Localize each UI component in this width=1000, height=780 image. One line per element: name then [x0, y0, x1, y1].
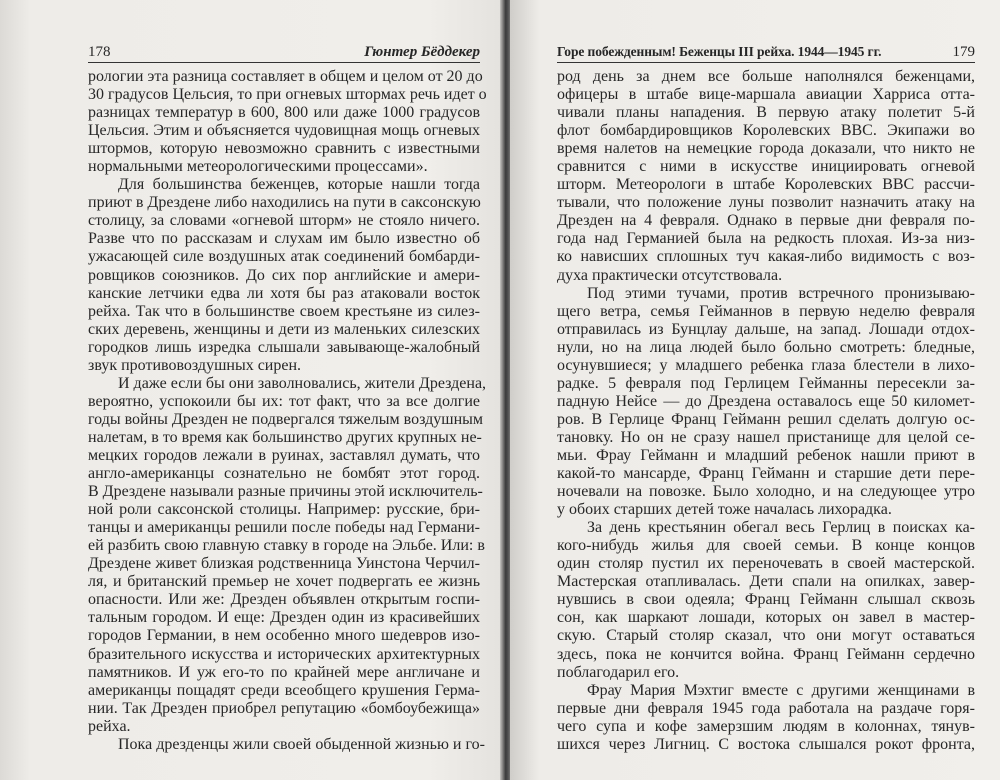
text-line: городов Германии, в нем особенно много шедевров изо-	[88, 627, 480, 645]
page-number: 178	[88, 44, 111, 60]
text-line: шторм. Метеорологи в штабе Королевских ВВС рассчи-	[557, 176, 975, 194]
text-line: штормов, которую невозможно сравнить с известными	[88, 140, 480, 158]
text-line: городков лишь изредка слышали завывающе-жалобный	[88, 338, 480, 356]
text-line: разницах температур в 600, 800 или даже 1000 градусов	[88, 104, 480, 122]
text-line: офицеры в штабе вице-маршала авиации Харриса отта-	[557, 86, 975, 104]
text-line: бразительного искусства и исторических архитектурных	[88, 645, 480, 663]
text-line: нули, но на лица людей было больно смотреть: бледные,	[557, 338, 975, 356]
text-line: года над Германией была на редкость плохая. Из-за низ-	[557, 230, 975, 248]
text-line: флот бомбардировщиков Королевских ВВС. Экипажи во	[557, 122, 975, 140]
text-line: сон, как шаркают лошади, которых он завел в мастер-	[557, 609, 975, 627]
text-line: радке. 5 февраля под Герлицем Гейманны пересекли за-	[557, 374, 975, 392]
text-line: канские летчики едва ли хотя бы раз атаковали восток	[88, 284, 480, 302]
running-head-author: Гюнтер Бёддекер	[364, 44, 480, 60]
text-line: ной роли саксонской столицы. Например: русские, бри-	[88, 501, 480, 519]
text-line: ров. В Герлице Франц Гейманн решил сделать долгую ос-	[557, 410, 975, 428]
text-line: ля, и британский премьер не хочет подвергать ее жизнь	[88, 573, 480, 591]
text-line: шихся через Лигниц. С востока слышался рокот фронта,	[557, 735, 975, 753]
running-head-chapter: Горе побежденным! Беженцы III рейха. 1944—1945 гг.	[557, 44, 882, 59]
text-line: памятников. И уж его-то по крайней мере англичане и	[88, 663, 480, 681]
text-line: столицу, за словами «огневой шторм» не стояло ничего.	[88, 212, 480, 230]
text-line: рейха.	[88, 717, 131, 735]
text-line: мецких городов лежали в руинах, заставлял думать, что	[88, 446, 480, 464]
text-line: мьи. Фрау Гейманн и младший ребенок нашли приют в	[557, 446, 975, 464]
text-line: англо-американцы сознательно не бомбят этот город.	[88, 465, 480, 483]
text-line: тальным городом. И еще: Дрезден один из красивейших	[88, 609, 480, 627]
text-line: приют в Дрездене либо находились на пути в саксонскую	[88, 194, 481, 212]
text-line: 30 градусов Цельсия, то при огневых штормах речь идет о	[88, 86, 487, 104]
left-page-body	[88, 68, 487, 754]
text-line: время налетов на немецкие города доказали, что никто не	[557, 140, 975, 158]
text-line: здесь, пока не кончится война. Франц Гейманн сердечно	[557, 645, 975, 663]
text-line: поблагодарил его.	[557, 663, 680, 681]
text-line: тановку. Но он не сразу нашел пристанище для целой се-	[557, 428, 975, 446]
text-line: ко нависших сплошных туч какая-либо видимость с воз-	[557, 248, 975, 266]
text-line: какой-то мансарде, Франц Гейманн и старшие дети пере-	[557, 465, 975, 483]
page-number: 179	[952, 44, 975, 60]
text-line: рологии эта разница составляет в общем и целом от 20 до	[88, 68, 483, 85]
text-line: Под этими тучами, против встречного пронизываю-	[587, 284, 975, 302]
left-page-header	[88, 44, 480, 63]
text-line: тывали, что положение луны позволит назначить атаку на	[557, 194, 975, 212]
text-line: скую. Старый столяр сказал, что они могут оставаться	[557, 627, 975, 645]
text-line: осунувшиеся; у младшего ребенка глаза блестели в лихо-	[557, 356, 975, 374]
text-line: ровщиков союзников. До сих пор английские и амери-	[88, 266, 480, 284]
text-line: опасности. Или же: Дрезден объявлен открытым госпи-	[88, 591, 480, 609]
text-line: ей разбить свою главную ставку в городе на Эльбе. Или: в	[88, 537, 485, 555]
text-line: И даже если бы они заволновались, жители Дрездена,	[118, 374, 487, 392]
text-line: падную Нейсе — до Дрездена оставалось еще 50 километ-	[557, 392, 975, 410]
text-line: отправилась из Бунцлау дальше, на запад. Лошади отдох-	[557, 320, 975, 338]
text-line: налетам, в то время как большинство других крупных не-	[88, 428, 482, 446]
text-line: Дрездене живет близкая родственница Уинстона Черчил-	[88, 555, 480, 573]
text-line: духа практически отсутствовала.	[557, 266, 783, 284]
text-line: Пока дрезденцы жили своей обыденной жизнью и го-	[118, 735, 485, 753]
text-line: Для большинства беженцев, которые нашли тогда	[118, 176, 480, 194]
text-line: один столяр пустил их переночевать в своей мастерской.	[557, 555, 975, 573]
text-line: танцы и американцы решили после победы над Германи-	[88, 519, 480, 537]
text-line: кого-нибудь жилья для своей семьи. В конце концов	[557, 537, 975, 555]
text-line: род день за днем все больше наполнялся беженцами,	[557, 68, 975, 85]
text-line: американцы пощадят среди всеобщего крушения Герма-	[88, 681, 480, 699]
text-line: Дрезден на 4 февраля. Однако в первые дни февраля по-	[557, 212, 975, 230]
text-line: ужасающей силе воздушных атак соединений бомбарди-	[88, 248, 480, 266]
text-line: Цельсия. Этим и объясняется чудовищная мощь огневых	[88, 122, 480, 140]
text-line: у обоих старших детей тоже началась лихорадка.	[557, 501, 892, 519]
text-line: рейха. Так что в большинстве своем крестьяне из силез-	[88, 302, 480, 320]
text-line: чивали планы нападения. В первую атаку полетит 5-й	[557, 104, 975, 122]
text-line: щего ветра, семья Гейманнов в первую неделю февраля	[557, 302, 975, 320]
text-line: звук противовоздушных сирен.	[88, 356, 302, 374]
text-line: Мастерская отапливалась. Дети спали на опилках, завер-	[557, 573, 975, 591]
text-line: нии. Так Дрезден приобрел репутацию «бомбоубежища»	[88, 699, 480, 717]
text-line: Разве что по рассказам и слухам им было известно об	[88, 230, 480, 248]
text-line: В Дрездене называли разные причины этой исключитель-	[88, 483, 483, 501]
text-line: чего супа и кофе замерзшим людям в колоннах, тянув-	[557, 717, 975, 735]
right-page	[510, 0, 1000, 780]
text-line: ских деревень, женщины и дети из маленьких силезских	[88, 320, 480, 338]
right-page-header	[557, 44, 975, 63]
text-line: первые дни февраля 1945 года работала на раздаче горя-	[557, 699, 975, 717]
right-page-body	[557, 68, 975, 754]
text-line: Фрау Мария Мэхтиг вместе с другими женщинами в	[587, 681, 975, 699]
text-line: нормальными метеорологическими процессами».	[88, 158, 428, 176]
text-line: нувшись в свои одеяла; Франц Гейманн слышал сквозь	[557, 591, 975, 609]
text-line: За день крестьянин обегал весь Герлиц в поисках ка-	[587, 519, 975, 537]
text-line: вероятно, успокоили бы их: тот факт, что за все долгие	[88, 392, 480, 410]
text-line: годы войны Дрезден не подвергался тяжелым воздушным	[88, 410, 483, 428]
text-line: сравнится с ними в искусстве инициировать огневой	[557, 158, 975, 176]
text-line: ночевали на повозке. Было холодно, и на следующее утро	[557, 483, 975, 501]
